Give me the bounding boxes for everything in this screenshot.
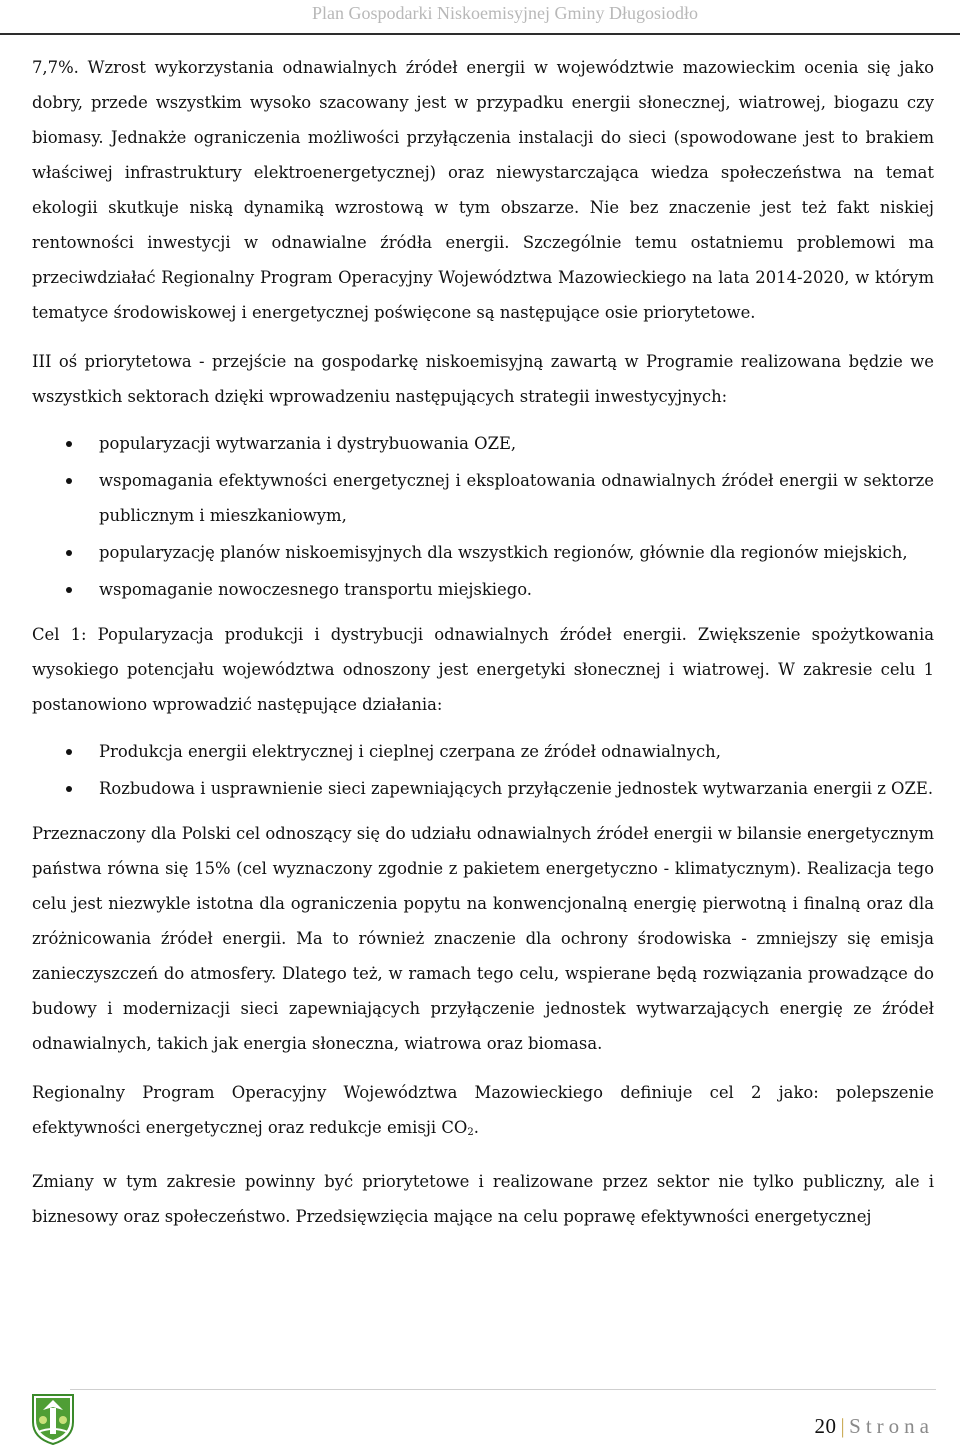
list-item: wspomaganie nowoczesnego transportu miejskiego. bbox=[32, 572, 934, 607]
bullet-icon bbox=[66, 749, 72, 755]
paragraph-changes: Zmiany w tym zakresie powinny być priorytetowe i realizowane przez sektor nie tylko publiczny, ale i biznesowy oraz społeczeństwo. Przedsięwzięcia mające na celu poprawę efektywności energetycznej bbox=[32, 1172, 934, 1226]
bullet-icon bbox=[66, 587, 72, 593]
bullet-icon bbox=[66, 786, 72, 792]
page-body bbox=[32, 50, 934, 1248]
municipality-crest-icon bbox=[30, 1392, 76, 1446]
paragraph-priority-axis: III oś priorytetowa - przejście na gospodarkę niskoemisyjną zawartą w Programie realizowana będzie we wszystkich sektorach dzięki wprowadzeniu następujących strategii inwestycyjnych: bbox=[32, 352, 934, 406]
list-item: Rozbudowa i usprawnienie sieci zapewniających przyłączenie jednostek wytwarzania energii z OZE. bbox=[32, 771, 934, 806]
list-item: Produkcja energii elektrycznej i cieplnej czerpana ze źródeł odnawialnych, bbox=[32, 734, 934, 769]
bullet-icon bbox=[66, 478, 72, 484]
page-number: 20 | Strona bbox=[814, 1414, 934, 1438]
goal-1-actions-list bbox=[32, 734, 934, 806]
page-number-separator: | bbox=[840, 1414, 846, 1438]
list-item: popularyzację planów niskoemisyjnych dla wszystkich regionów, głównie dla regionów miejskich, bbox=[32, 535, 934, 570]
list-item: popularyzacji wytwarzania i dystrybuowania OZE, bbox=[32, 426, 934, 461]
page-label: Strona bbox=[849, 1414, 934, 1438]
footer-divider bbox=[70, 1389, 936, 1390]
bullet-icon bbox=[66, 550, 72, 556]
header-divider bbox=[0, 33, 960, 35]
paragraph-goal-2: Regionalny Program Operacyjny Województwa Mazowieckiego definiuje cel 2 jako: polepszenie efektywności energetycznej oraz redukcje emisji $CO_2$. bbox=[32, 1083, 934, 1138]
running-header: Plan Gospodarki Niskoemisyjnej Gminy Długosiodło bbox=[312, 3, 698, 23]
paragraph-poland-target: Przeznaczony dla Polski cel odnoszący się do udziału odnawialnych źródeł energii w bilansie energetycznym państwa równa się 15% (cel wyznaczony zgodnie z pakietem energetyczno - klimatycznym). Realizacja tego celu jest niezwykle istotna dla ograniczenia popytu na konwencjonalną energię pierwotną i finalną oraz dla zróżnicowania źródeł energii. Ma to również znaczenie dla ochrony środowiska - zmniejszy się emisja zanieczyszczeń do atmosfery. Dlatego też, w ramach tego celu, wspierane będą rozwiązania prowadzące do budowy i modernizacji sieci zapewniających przyłączenie jednostek wytwarzających energię ze źródeł odnawialnych, takich jak energia słoneczna, wiatrowa oraz biomasa. bbox=[32, 824, 934, 1053]
paragraph-oze-mazowieckie: 7,7%. Wzrost wykorzystania odnawialnych źródeł energii w województwie mazowieckim ocenia się jako dobry, przede wszystkim wysoko szacowany jest w przypadku energii słonecznej, wiatrowej, biogazu czy biomasy. Jednakże ograniczenia możliwości przyłączenia instalacji do sieci (spowodowane jest to brakiem właściwej infrastruktury elektroenergetycznej) oraz niewystarczająca wiedza społeczeństwa na temat ekologii skutkuje niską dynamiką wzrostową w tym obszarze. Nie bez znaczenie jest też fakt niskiej rentowności inwestycji w odnawialne źródła energii. Szczególnie temu ostatniemu problemowi ma przeciwdziałać Regionalny Program Operacyjny Województwa Mazowieckiego na lata 2014-2020, w którym tematyce środowiskowej i energetycznej poświęcone są następujące osie priorytetowe. bbox=[32, 58, 934, 322]
list-item: wspomagania efektywności energetycznej i eksploatowania odnawialnych źródeł energii w sektorze publicznym i mieszkaniowym, bbox=[32, 463, 934, 533]
bullet-icon bbox=[66, 441, 72, 447]
paragraph-goal-1: Cel 1: Popularyzacja produkcji i dystrybucji odnawialnych źródeł energii. Zwiększenie spożytkowania wysokiego potencjału województwa odnoszony jest energetyki słonecznej i wiatrowej. W zakresie celu 1 postanowiono wprowadzić następujące działania: bbox=[32, 625, 934, 714]
investment-strategies-list bbox=[32, 426, 934, 607]
